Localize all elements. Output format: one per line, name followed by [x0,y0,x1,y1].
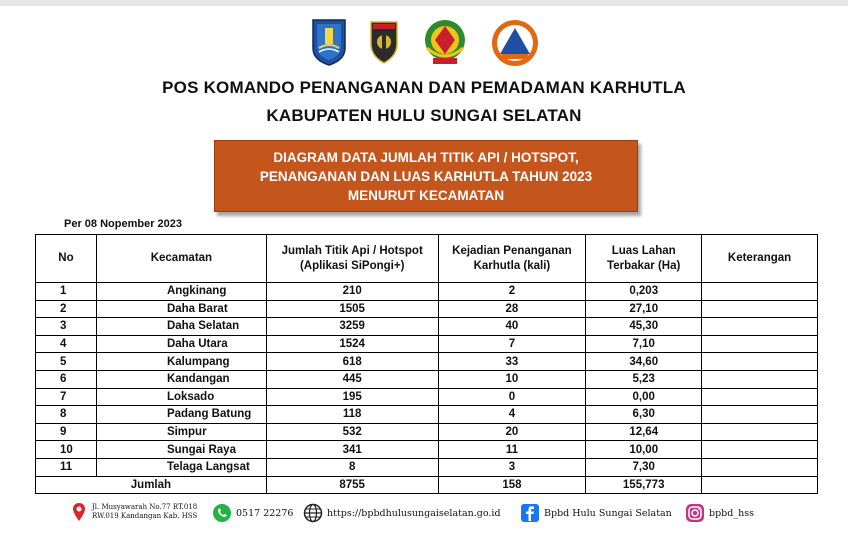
cell-titik: 210 [266,283,438,301]
cell-kejadian: 0 [438,388,586,406]
total-keterangan [702,476,818,494]
total-label: Jumlah [36,476,267,494]
cell-kecamatan: Telaga Langsat [96,458,266,476]
cell-kecamatan: Simpur [96,423,266,441]
website-url: https://bpbdhulusungaiselatan.go.id [327,507,501,519]
table-row [36,406,818,424]
table-header-row [36,235,818,283]
cell-kejadian: 20 [438,423,586,441]
cell-kecamatan: Angkinang [96,283,266,301]
total-titik: 8755 [266,476,438,494]
cell-no: 4 [36,335,97,353]
footer-phone[interactable] [212,503,293,523]
cell-titik: 532 [266,423,438,441]
col-keterangan: Keterangan [702,235,818,283]
table-row [36,423,818,441]
table-row [36,300,818,318]
cell-kecamatan: Daha Selatan [96,318,266,336]
cell-keterangan [702,318,818,336]
cell-kejadian: 7 [438,335,586,353]
polri-logo [369,18,399,64]
col-luas [586,235,702,283]
page-subtitle: KABUPATEN HULU SUNGAI SELATAN [266,106,582,125]
banner-line-1: DIAGRAM DATA JUMLAH TITIK API / HOTSPOT, [273,149,579,165]
table-total-row [36,476,818,494]
phone-number: 0517 22276 [236,507,294,519]
col-titik-api-line1: Jumlah Titik Api / Hotspot [281,244,423,257]
cell-titik: 618 [266,353,438,371]
cell-no: 11 [36,458,97,476]
cell-kejadian: 10 [438,370,586,388]
table-row [36,318,818,336]
cell-kecamatan: Daha Barat [96,300,266,318]
cell-keterangan [702,300,818,318]
col-kejadian-line1: Kejadian Penanganan [452,244,572,257]
table-row [36,388,818,406]
col-kejadian [438,235,586,283]
cell-luas: 7,10 [586,335,702,353]
cell-no: 1 [36,283,97,301]
cell-titik: 8 [266,458,438,476]
cell-keterangan [702,283,818,301]
cell-kejadian: 2 [438,283,586,301]
col-titik-api [266,235,438,283]
whatsapp-icon [212,503,232,523]
total-kejadian: 158 [438,476,586,494]
footer-address [72,502,197,522]
col-kejadian-line2: Karhutla (kali) [473,259,551,272]
cell-no: 9 [36,423,97,441]
page-title: POS KOMANDO PENANGANAN DAN PEMADAMAN KARHUTLA [162,78,686,97]
cell-luas: 10,00 [586,441,702,459]
table-row [36,353,818,371]
cell-titik: 1505 [266,300,438,318]
cell-luas: 0,203 [586,283,702,301]
cell-titik: 341 [266,441,438,459]
col-no: No [36,235,97,283]
cell-luas: 0,00 [586,388,702,406]
contact-footer [0,500,848,530]
cell-kejadian: 33 [438,353,586,371]
cell-titik: 118 [266,406,438,424]
logo-bar [0,18,848,72]
cell-keterangan [702,388,818,406]
cell-luas: 6,30 [586,406,702,424]
karhutla-table [35,234,818,494]
col-luas-line2: Terbakar (Ha) [607,259,681,272]
address-line-2: RW.019 Kandangan Kab. HSS [92,512,198,520]
table-row [36,283,818,301]
footer-website[interactable] [303,503,501,523]
cell-titik: 3259 [266,318,438,336]
cell-keterangan [702,335,818,353]
cell-kecamatan: Sungai Raya [96,441,266,459]
cell-no: 8 [36,406,97,424]
cell-luas: 45,30 [586,318,702,336]
cell-luas: 27,10 [586,300,702,318]
cell-keterangan [702,406,818,424]
instagram-icon [685,503,705,523]
cell-no: 5 [36,353,97,371]
col-kecamatan: Kecamatan [96,235,266,283]
cell-kecamatan: Kandangan [96,370,266,388]
cell-kecamatan: Kalumpang [96,353,266,371]
cell-kejadian: 40 [438,318,586,336]
instagram-handle: bpbd_hss [709,507,754,519]
cell-titik: 445 [266,370,438,388]
footer-facebook[interactable] [520,503,672,523]
tni-logo [423,18,467,66]
cell-kejadian: 4 [438,406,586,424]
cell-no: 6 [36,370,97,388]
bpbd-logo [490,18,540,68]
kabupaten-logo [311,18,347,66]
cell-kecamatan: Padang Batung [96,406,266,424]
cell-no: 2 [36,300,97,318]
location-pin-icon [72,502,86,522]
facebook-icon [520,503,540,523]
cell-keterangan [702,370,818,388]
table-row [36,441,818,459]
cell-no: 3 [36,318,97,336]
cell-kejadian: 11 [438,441,586,459]
banner-line-2: PENANGANAN DAN LUAS KARHUTLA TAHUN 2023 [259,168,593,184]
cell-no: 7 [36,388,97,406]
address-line-1: Jl. Musyawarah No.77 RT.018 [92,503,198,511]
footer-instagram[interactable] [685,503,754,523]
cell-titik: 195 [266,388,438,406]
cell-luas: 34,60 [586,353,702,371]
diagram-banner [214,140,638,212]
col-luas-line1: Luas Lahan [611,244,676,257]
cell-kejadian: 28 [438,300,586,318]
cell-keterangan [702,458,818,476]
cell-keterangan [702,441,818,459]
cell-keterangan [702,353,818,371]
globe-icon [303,503,323,523]
cell-keterangan [702,423,818,441]
cell-luas: 7,30 [586,458,702,476]
banner-line-3: MENURUT KECAMATAN [347,187,505,203]
col-titik-api-line2: (Aplikasi SiPongi+) [299,259,405,272]
period-date: Per 08 Nopember 2023 [64,218,183,230]
cell-titik: 1524 [266,335,438,353]
cell-kecamatan: Daha Utara [96,335,266,353]
table-row [36,335,818,353]
top-strip [0,0,848,6]
cell-kejadian: 3 [438,458,586,476]
cell-kecamatan: Loksado [96,388,266,406]
facebook-name: Bpbd Hulu Sungai Selatan [544,507,672,519]
total-luas: 155,773 [586,476,702,494]
cell-luas: 12,64 [586,423,702,441]
cell-luas: 5,23 [586,370,702,388]
table-row [36,458,818,476]
table-row [36,370,818,388]
cell-no: 10 [36,441,97,459]
